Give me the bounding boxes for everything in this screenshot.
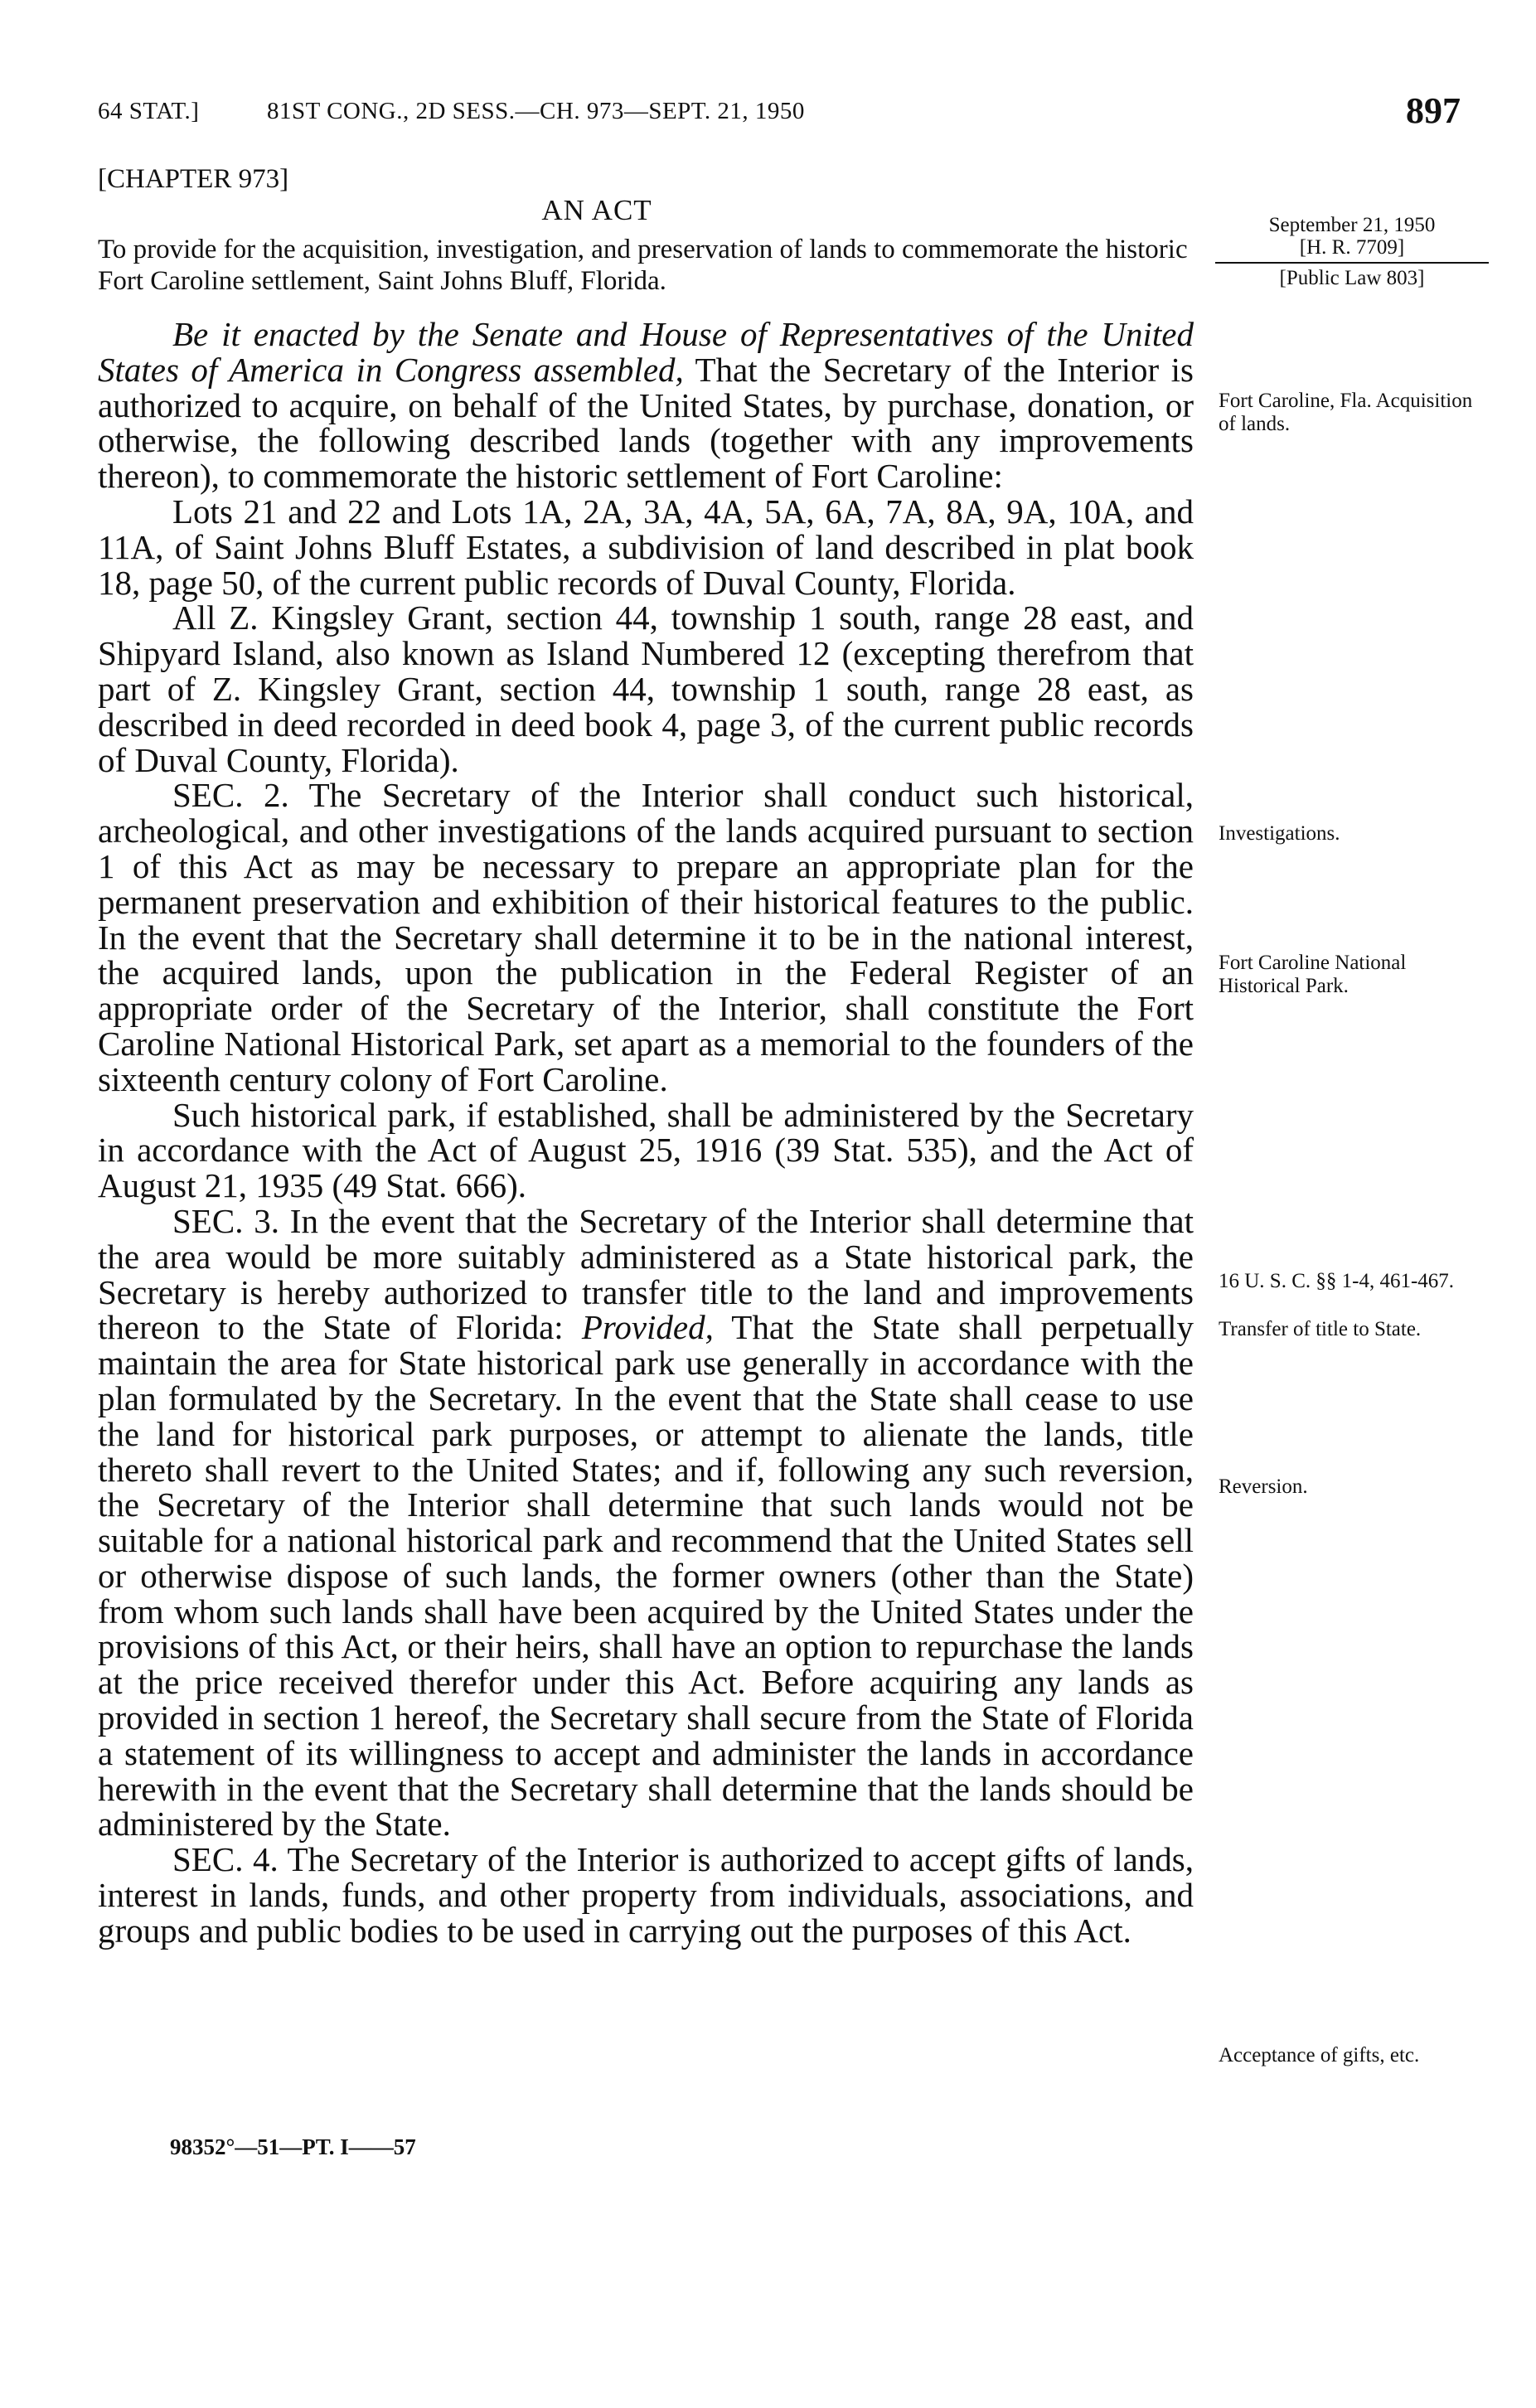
- act-body: [98, 317, 1194, 1949]
- enacting-clause: [98, 317, 1194, 494]
- paragraph-park-admin: Such historical park, if established, shall be administered by the Secretary in accordance with the Act of August 25, 1916 (39 Stat. 535), and the Act of August 21, 1935 (49 Stat. 666).: [98, 1095, 1194, 1205]
- page-number: 897: [1406, 90, 1461, 131]
- section-3-provided: Provided,: [581, 1308, 714, 1347]
- chapter-heading: [CHAPTER 973]: [98, 164, 289, 194]
- section-3-text-a: In the event that the Secretary of the Interior shall determine that the area would be more suitably administered as a State historical park, the Secretary is hereby authorized to transfer title to the land and improvements thereon to the State of Florida:: [98, 1201, 1194, 1347]
- section-4-label: SEC. 4.: [172, 1840, 279, 1879]
- enacting-rest: That the Secretary of the Interior is authorized to acquire, on behalf of the United States, by purchase, donation, or otherwise, the following described lands (together with any improvements thereon), to commemorate the historic settlement of Fort Caroline:: [98, 350, 1194, 496]
- section-3-text-b: That the State shall perpetually maintain the area for State historical park use generally in accordance with the plan formulated by the Secretary. In the event that the State shall cease to use the land for historical park purposes, or attempt to alienate the lands, title thereto shall revert to the United States; and if, following any such reversion, the Secretary of the Interior shall determine that such lands would not be suitable for a national historical park and recommend that the United States sell or otherwise dispose of such lands, the former owners (other than the State) from whom such lands shall have been acquired by the United States under the provisions of this Act, or their heirs, shall have an option to repurchase the lands at the price received therefor under this Act. Before acquiring any lands as provided in section 1 hereof, the Secretary shall secure from the State of Florida a statement of its willingness to accept and administer the lands in accordance herewith in the event that the Secretary shall determine that the lands should be administered by the State.: [98, 1308, 1194, 1844]
- section-2-label: SEC. 2.: [172, 776, 289, 815]
- running-header-stat: 64 STAT.]: [98, 98, 200, 124]
- date-block-rule: [1215, 262, 1489, 264]
- section-2: [98, 778, 1194, 1097]
- sidenote-gifts: Acceptance of gifts, etc.: [1219, 2044, 1420, 2066]
- enacting-italic: Be it enacted by the Senate and House of Representatives of the United States of America in Congress assembled,: [98, 315, 1194, 389]
- section-3-label: SEC. 3.: [172, 1201, 279, 1240]
- sidenote-park: Fort Caroline National Historical Park.: [1219, 952, 1407, 997]
- sidenote-usc: 16 U. S. C. §§ 1-4, 461-467.: [1219, 1270, 1455, 1292]
- sidenote-public-law: [Public Law 803]: [1279, 267, 1425, 289]
- act-purpose: To provide for the acquisition, investigation, and preservation of lands to commemorate the historic Fort Caroline settlement, Saint Johns Bluff, Florida.: [98, 235, 1188, 296]
- section-2-text: The Secretary of the Interior shall conduct such historical, archeological, and other investigations of the lands acquired pursuant to section 1 of this Act as may be necessary to prepare an appropriate plan for the permanent preservation and exhibition of their historical features to the public. In the event that the Secretary shall determine it to be in the national interest, the acquired lands, upon the publication in the Federal Register of an appropriate order of the Secretary of the Interior, shall constitute the Fort Caroline National Historical Park, set apart as a memorial to the founders of the sixteenth century colony of Fort Caroline.: [98, 776, 1194, 1098]
- sidenote-acquisition: Fort Caroline, Fla. Acquisition of lands.: [1219, 390, 1473, 435]
- sidenote-transfer: Transfer of title to State.: [1219, 1318, 1422, 1340]
- paragraph-kingsley: All Z. Kingsley Grant, section 44, township 1 south, range 28 east, and Shipyard Island, also known as Island Numbered 12 (excepting therefrom that part of Z. Kingsley Grant, section 44, township 1 south, range 28 east, as described in deed recorded in deed book 4, page 3, of the current public records of Duval County, Florida).: [98, 598, 1194, 779]
- printing-footer: 98352°—51—PT. I——57: [170, 2134, 416, 2159]
- running-header-session: 81ST CONG., 2D SESS.—CH. 973—SEPT. 21, 1950: [267, 98, 805, 124]
- sidenote-investigations: Investigations.: [1219, 822, 1340, 845]
- sidenote-date: September 21, 1950: [1268, 214, 1436, 236]
- section-3: [98, 1201, 1194, 1844]
- paragraph-lots: Lots 21 and 22 and Lots 1A, 2A, 3A, 4A, 5A, 6A, 7A, 8A, 9A, 10A, and 11A, of Saint Johns Bluff Estates, a subdivision of land described in plat book 18, page 50, of the current public records of Duval County, Florida.: [98, 492, 1194, 602]
- date-block: [1215, 214, 1489, 289]
- sidenote-bill: [H. R. 7709]: [1299, 236, 1405, 259]
- section-4: [98, 1842, 1194, 1948]
- act-title: AN ACT: [541, 194, 652, 226]
- sidenote-reversion: Reversion.: [1219, 1475, 1308, 1498]
- section-4-text: The Secretary of the Interior is authorized to accept gifts of lands, interest in lands, funds, and other property from individuals, associations, and groups and public bodies to be used in carrying out the purposes of this Act.: [98, 1840, 1194, 1950]
